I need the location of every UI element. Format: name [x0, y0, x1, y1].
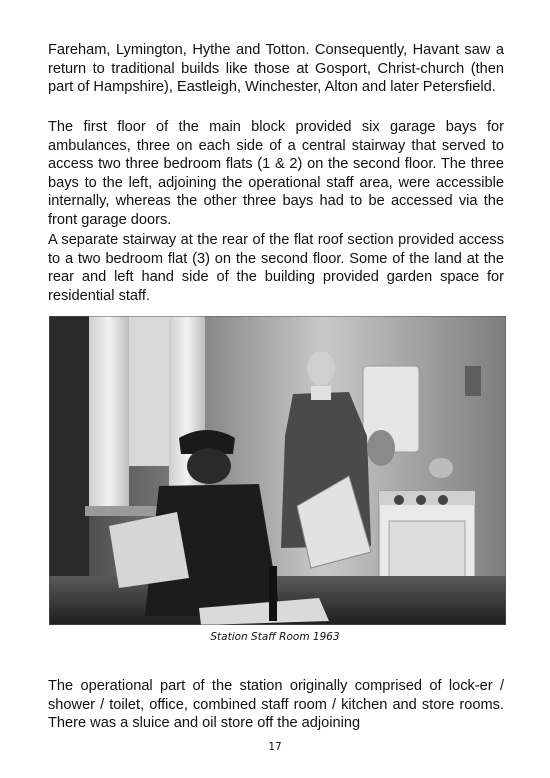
photo-caption: Station Staff Room 1963 — [210, 631, 340, 643]
body-paragraph-4: The operational part of the station originally comprised of lock-er / shower / toilet, office, combined staff room / kitchen and store rooms. There was a sluice and oil store off the adjoining — [48, 678, 504, 732]
body-paragraph-3: A separate stairway at the rear of the flat roof section provided access to a two bedroom flat (3) on the second floor. Some of the land at the rear and left hand side of the building provided garden space for residential staff. — [48, 232, 504, 304]
body-paragraph-2: The first floor of the main block provided six garage bays for ambulances, three on each side of a central stairway that served to access two three bedroom flats (1 & 2) on the second floor. The three bays to the left, adjoining the operational staff area, were accessible internally, whereas the other three bays had to be accessed via the front garage doors. — [48, 119, 504, 228]
body-paragraph-1: Fareham, Lymington, Hythe and Totton. Consequently, Havant saw a return to traditional builds like those at Gosport, Christ-church (then part of Hampshire), Eastleigh, Winchester, Alton and later Petersfield. — [48, 42, 504, 96]
page-number: 17 — [268, 741, 282, 753]
staff-room-photo — [49, 316, 506, 625]
